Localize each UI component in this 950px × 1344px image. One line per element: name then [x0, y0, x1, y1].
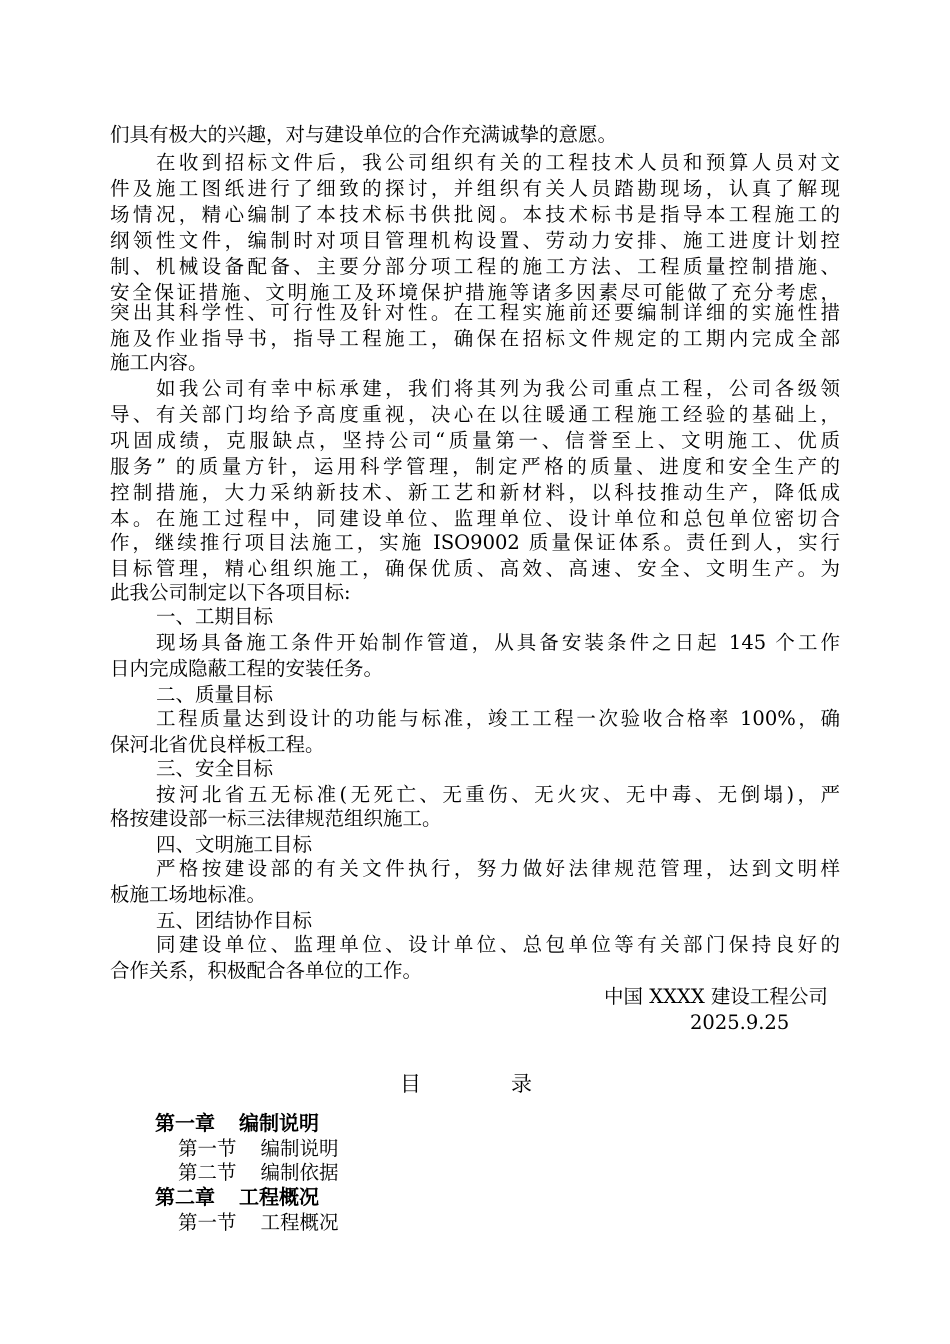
toc-section-name: 工程概况: [260, 1211, 339, 1234]
body-line: 们具有极大的兴趣，对与建设单位的合作充满诚挚的意愿。: [110, 123, 618, 146]
body-line: 日内完成隐蔽工程的安装任务。: [110, 657, 384, 680]
body-line: 本。在施工过程中，同建设单位、监理单位、设计单位和总包单位密切合: [110, 507, 840, 530]
body-line: 按河北省五无标准(无死亡、无重伤、无火灾、无中毒、无倒塌)，严: [156, 783, 840, 806]
body-line: 此我公司制定以下各项目标:: [110, 581, 351, 604]
body-line: 如我公司有幸中标承建，我们将其列为我公司重点工程，公司各级领: [156, 377, 840, 400]
body-line: 严格按建设部的有关文件执行，努力做好法律规范管理，达到文明样: [156, 857, 840, 880]
body-line: 安全保证措施、文明施工及环境保护措施等诸多因素尽可能做了充分考虑，: [110, 281, 840, 304]
section-heading-civilized: 四、文明施工目标: [156, 833, 313, 856]
signature-date: 2025.9.25: [690, 1011, 790, 1034]
toc-chapter-2[interactable]: [155, 1184, 319, 1210]
body-line: 合作关系，积极配合各单位的工作。: [110, 959, 423, 982]
body-line: 格按建设部一标三法律规范组织施工。: [110, 807, 442, 830]
body-line: 目标管理，精心组织施工，确保优质、高效、高速、安全、文明生产。为: [110, 557, 840, 580]
body-line: 作，继续推行项目法施工，实施 ISO9002 质量保证体系。责任到人，实行: [110, 531, 840, 554]
toc-chapter-name: 编制说明: [239, 1111, 319, 1135]
body-line: 纲领性文件，编制时对项目管理机构设置、劳动力安排、施工进度计划控: [110, 229, 840, 252]
toc-section-1-1[interactable]: [178, 1136, 339, 1162]
body-line: 同建设单位、监理单位、设计单位、总包单位等有关部门保持良好的: [156, 933, 840, 956]
body-line: 件及施工图纸进行了细致的探讨，并组织有关人员踏勘现场，认真了解现: [110, 177, 840, 200]
toc-chapter-number: 第一章: [155, 1111, 215, 1135]
body-line: 板施工场地标准。: [110, 883, 267, 906]
body-line: 控制措施，大力采纳新技术、新工艺和新材料，以科技推动生产，降低成: [110, 481, 840, 504]
section-heading-safety: 三、安全目标: [156, 757, 274, 780]
body-line: 施及作业指导书，指导工程施工，确保在招标文件规定的工期内完成全部: [110, 327, 840, 350]
toc-section-number: 第一节: [178, 1137, 237, 1160]
section-heading-schedule: 一、工期目标: [156, 605, 274, 628]
toc-section-2-1[interactable]: [178, 1210, 339, 1236]
body-line: 服务” 的质量方针，运用科学管理，制定严格的质量、进度和安全生产的: [110, 455, 840, 478]
body-line: 突出其科学性、可行性及针对性。在工程实施前还要编制详细的实施性措: [110, 301, 840, 324]
body-line: 现场具备施工条件开始制作管道，从具备安装条件之日起 145 个工作: [156, 631, 840, 654]
section-heading-quality: 二、质量目标: [156, 683, 274, 706]
body-line: 保河北省优良样板工程。: [110, 733, 325, 756]
toc-section-number: 第二节: [178, 1161, 237, 1184]
body-line: 制、机械设备配备、主要分部分项工程的施工方法、工程质量控制措施、: [110, 255, 840, 278]
toc-chapter-number: 第二章: [155, 1185, 215, 1209]
body-line: 工程质量达到设计的功能与标准，竣工工程一次验收合格率 100%，确: [156, 707, 840, 730]
toc-section-name: 编制依据: [260, 1161, 339, 1184]
toc-section-1-2[interactable]: [178, 1160, 339, 1186]
body-line: 导、有关部门均给予高度重视，决心在以往暖通工程施工经验的基础上，: [110, 403, 840, 426]
body-line: 场情况，精心编制了本技术标书供批阅。本技术标书是指导本工程施工的: [110, 203, 840, 226]
toc-section-name: 编制说明: [260, 1137, 339, 1160]
toc-section-number: 第一节: [178, 1211, 237, 1234]
toc-title: 目录: [400, 1072, 622, 1096]
section-heading-cooperation: 五、团结协作目标: [156, 909, 313, 932]
signature-company: 中国 XXXX 建设工程公司: [604, 985, 828, 1008]
body-line: 施工内容。: [110, 351, 208, 374]
toc-chapter-name: 工程概况: [239, 1185, 319, 1209]
body-line: 巩固成绩，克服缺点，坚持公司“质量第一、信誉至上、文明施工、优质: [110, 429, 840, 452]
body-line: 在收到招标文件后，我公司组织有关的工程技术人员和预算人员对文: [156, 151, 840, 174]
toc-chapter-1[interactable]: [155, 1110, 319, 1136]
